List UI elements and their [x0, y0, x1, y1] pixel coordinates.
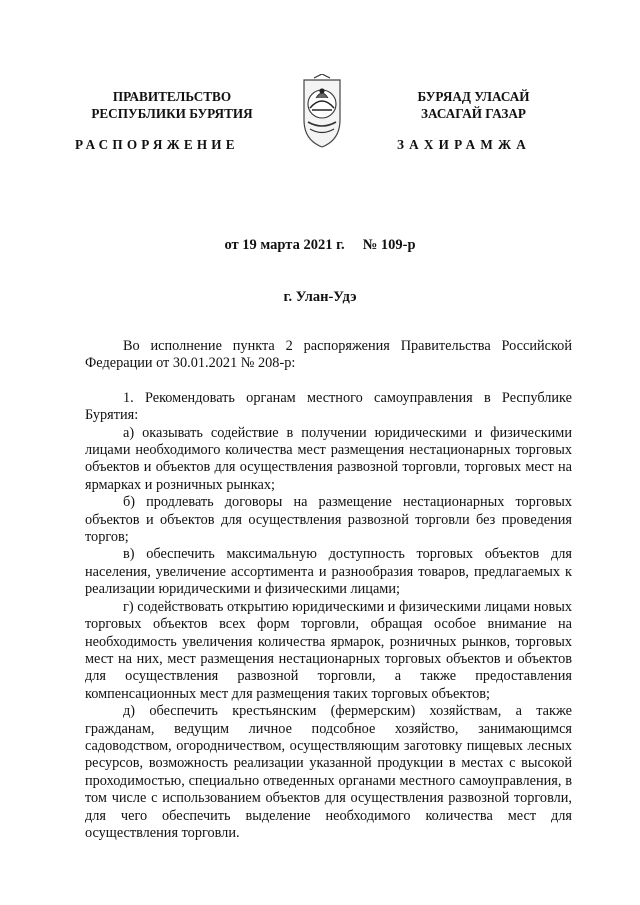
- paragraph-item-b: б) продлевать договоры на размещение нестационарных торговых объектов и объектов для осуществления развозной торговли без проведения торгов;: [85, 494, 572, 546]
- issuer-bua-line2: ЗАСАГАЙ ГАЗАР: [421, 106, 526, 121]
- paragraph-intro: Во исполнение пункта 2 распоряжения Правительства Российской Федерации от 30.01.2021 № 208-р:: [85, 338, 572, 372]
- issuer-ru: [72, 88, 272, 122]
- buryatia-coat-of-arms-icon: [298, 74, 346, 150]
- document-body: [85, 338, 572, 842]
- paragraph-item-1: 1. Рекомендовать органам местного самоуправления в Республике Бурятия:: [85, 389, 572, 424]
- issuer-ru-line1: ПРАВИТЕЛЬСТВО: [112, 89, 232, 104]
- issuer-bua-line1: БУРЯАД УЛАСАЙ: [417, 89, 530, 104]
- issuer-ru-line2: РЕСПУБЛИКИ БУРЯТИЯ: [91, 106, 253, 121]
- paragraph-item-a: а) оказывать содействие в получении юридическими и физическими лицами необходимого количества мест размещения нестационарных торговых объектов и объектов для осуществления развозной торговли, торговых мест на ярмарках и розничных рынках;: [85, 424, 572, 493]
- paragraph-item-v: в) обеспечить максимальную доступность торговых объектов для населения, увеличение ассортимента и разнообразия товаров, предлагаемых к реализации юридическими и физическими лицами;: [85, 546, 572, 598]
- document-number: № 109-р: [362, 237, 416, 253]
- document-date: от 19 марта 2021 г.: [224, 237, 345, 253]
- order-type-bua: ЗАХИРАМЖА: [397, 137, 531, 152]
- paragraph-item-d: д) обеспечить крестьянским (фермерским) хозяйствам, а также гражданам, ведущим личное подсобное хозяйство, занимающимся садоводством, огородничеством, осуществляющим заготовку пищевых лесных ресурсов, возможность реализации указанной продукции в местах с высокой проходимостью, специально отведенных органами местного самоуправления, в том числе с использованием объектов для осуществления развозной торговли, для чего обеспечить выделение необходимого количества мест для осуществления торговли.: [85, 703, 572, 841]
- issuer-bua: [386, 88, 561, 122]
- order-type-ru: РАСПОРЯЖЕНИЕ: [75, 137, 239, 152]
- date-number-line: [0, 237, 640, 254]
- paragraph-item-g: г) содействовать открытию юридическими и физическими лицами новых торговых объектов всех форм торговли, обращая особое внимание на необходимость увеличения количества ярмарок, розничных рынков, торговых мест на них, мест размещения нестационарных торговых объектов и объектов для осуществления развозной торговли, а также предоставления компенсационных мест для размещения таких торговых объектов;: [85, 598, 572, 702]
- document-city: г. Улан-Удэ: [283, 289, 357, 305]
